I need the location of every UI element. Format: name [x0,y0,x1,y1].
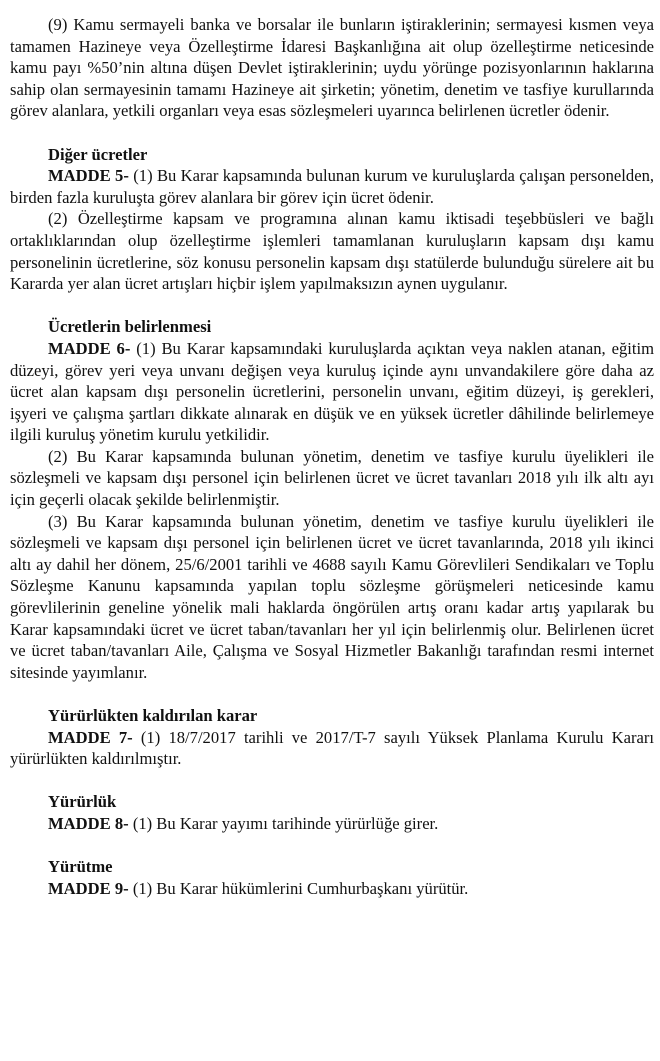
madde-6-text-1: (1) Bu Karar kapsamındaki kuruluşlarda açıktan veya naklen atanan, eğitim düzeyi, görev yeri veya unvanı değişen veya kuruluş içinde aynı unvandakilere göre daha az ücret alan kapsam dışı personelin ücretlerini, personelin unvanı, eğitim düzeyi, iş gerekleri, işyeri ve çalışma şartları dikkate alınarak en düşük ve en yüksek ücretler dâhilinde belirlemeye ilgili kuruluş yönetim kurulu yetkilidir. [10,338,654,445]
madde-7-text-1: (1) 18/7/2017 tarihli ve 2017/T-7 sayılı Yüksek Planlama Kurulu Kararı yürürlükten kaldırılmıştır. [10,727,654,769]
section-heading-ucretlerin-belirlenmesi: Ücretlerin belirlenmesi [48,317,212,337]
madde-8-paragraph-1 [48,813,654,835]
madde-6-paragraph-1 [10,338,654,446]
madde-5-paragraph-1 [10,165,654,208]
madde-6-paragraph-2: (2) Bu Karar kapsamında bulunan yönetim, denetim ve tasfiye kurulu üyelikleri ile sözleşmeli ve kapsam dışı personel için belirlenen ücret ve ücret tavanları 2018 yılı ilk altı ayı için geçerli olacak şekilde belirlenmiştir. [10,446,654,510]
madde-9-paragraph-1 [48,878,654,900]
madde-5-paragraph-2: (2) Özelleştirme kapsam ve programına alınan kamu iktisadi teşebbüsleri ve bağlı ortaklıklarından olup özelleştirme işlemleri tamamlanan kuruluşların kapsam dışı kamu personelinin ücretlerine, söz konusu personelin kapsam dışı statülerde bulunduğu sürelere ait bu Kararda yer alan ücret artışları hiçbir işlem yapılmaksızın aynen uygulanır. [10,209,654,294]
madde-6-paragraph-3: (3) Bu Karar kapsamında bulunan yönetim, denetim ve tasfiye kurulu üyelikleri ile sözleşmeli ve kapsam dışı personel için belirlenen ücret ve ücret tavanlarında, 2018 yılı ikinci altı ay dahil her dönem, 25/6/2001 tarihli ve 4688 sayılı Kamu Görevlileri Sendikaları ve Toplu Sözleşme Kanunu kapsamında yapılan toplu sözleşme görüşmeleri neticesinde kamu görevlilerinin geneline yönelik mali haklarda öngörülen artış oranı kadar artış yapılarak bu Karar kapsamındaki ücret ve ücret taban/tavanları her yıl için belirlenmiş olur. Belirlenen ücret ve ücret taban/tavanları Aile, Çalışma ve Sosyal Hizmetler Bakanlığı tarafından resmi internet sitesinde yayımlanır. [10,511,654,682]
madde-7-label: MADDE 7- [48,727,133,747]
madde-7-paragraph-1 [10,727,654,770]
madde-8-text-1: (1) Bu Karar yayımı tarihinde yürürlüğe girer. [132,813,439,833]
madde-5-label: MADDE 5- [48,166,129,186]
madde-5-text-1: (1) Bu Karar kapsamında bulunan kurum ve kuruluşlarda çalışan personelden, birden fazla kuruluşta görev alanlara bir görev için ücret ödenir. [10,166,655,207]
paragraph-9: (9) Kamu sermayeli banka ve borsalar ile bunların iştiraklerinin; sermayesi kısmen veya tamamen Hazineye veya Özelleştirme İdaresi Başkanlığına ait olup özelleştirme neticesinde kamu payı %50’nin altına düşen Devlet iştiraklerinin; uydu yörünge pozisyonlarının haklarına sahip olan sermayesinin tamamı Hazineye ait şirketin; yönetim, denetim ve tasfiye kurullarında görev alanlara, yetkili organları veya esas sözleşmeleri uyarınca belirlenen ücretler ödenir. [10,15,654,121]
madde-6-label: MADDE 6- [48,338,131,358]
section-heading-diger-ucretler: Diğer ücretler [48,144,148,164]
section-heading-yururlukten-kaldirilan-karar: Yürürlükten kaldırılan karar [48,706,258,725]
section-heading-yurutme: Yürütme [48,857,113,877]
section-heading-yururluk: Yürürlük [48,792,117,812]
document-page [10,14,654,899]
madde-8-label: MADDE 8- [48,813,129,833]
madde-9-label: MADDE 9- [48,878,129,898]
madde-9-text-1: (1) Bu Karar hükümlerini Cumhurbaşkanı yürütür. [132,878,469,898]
